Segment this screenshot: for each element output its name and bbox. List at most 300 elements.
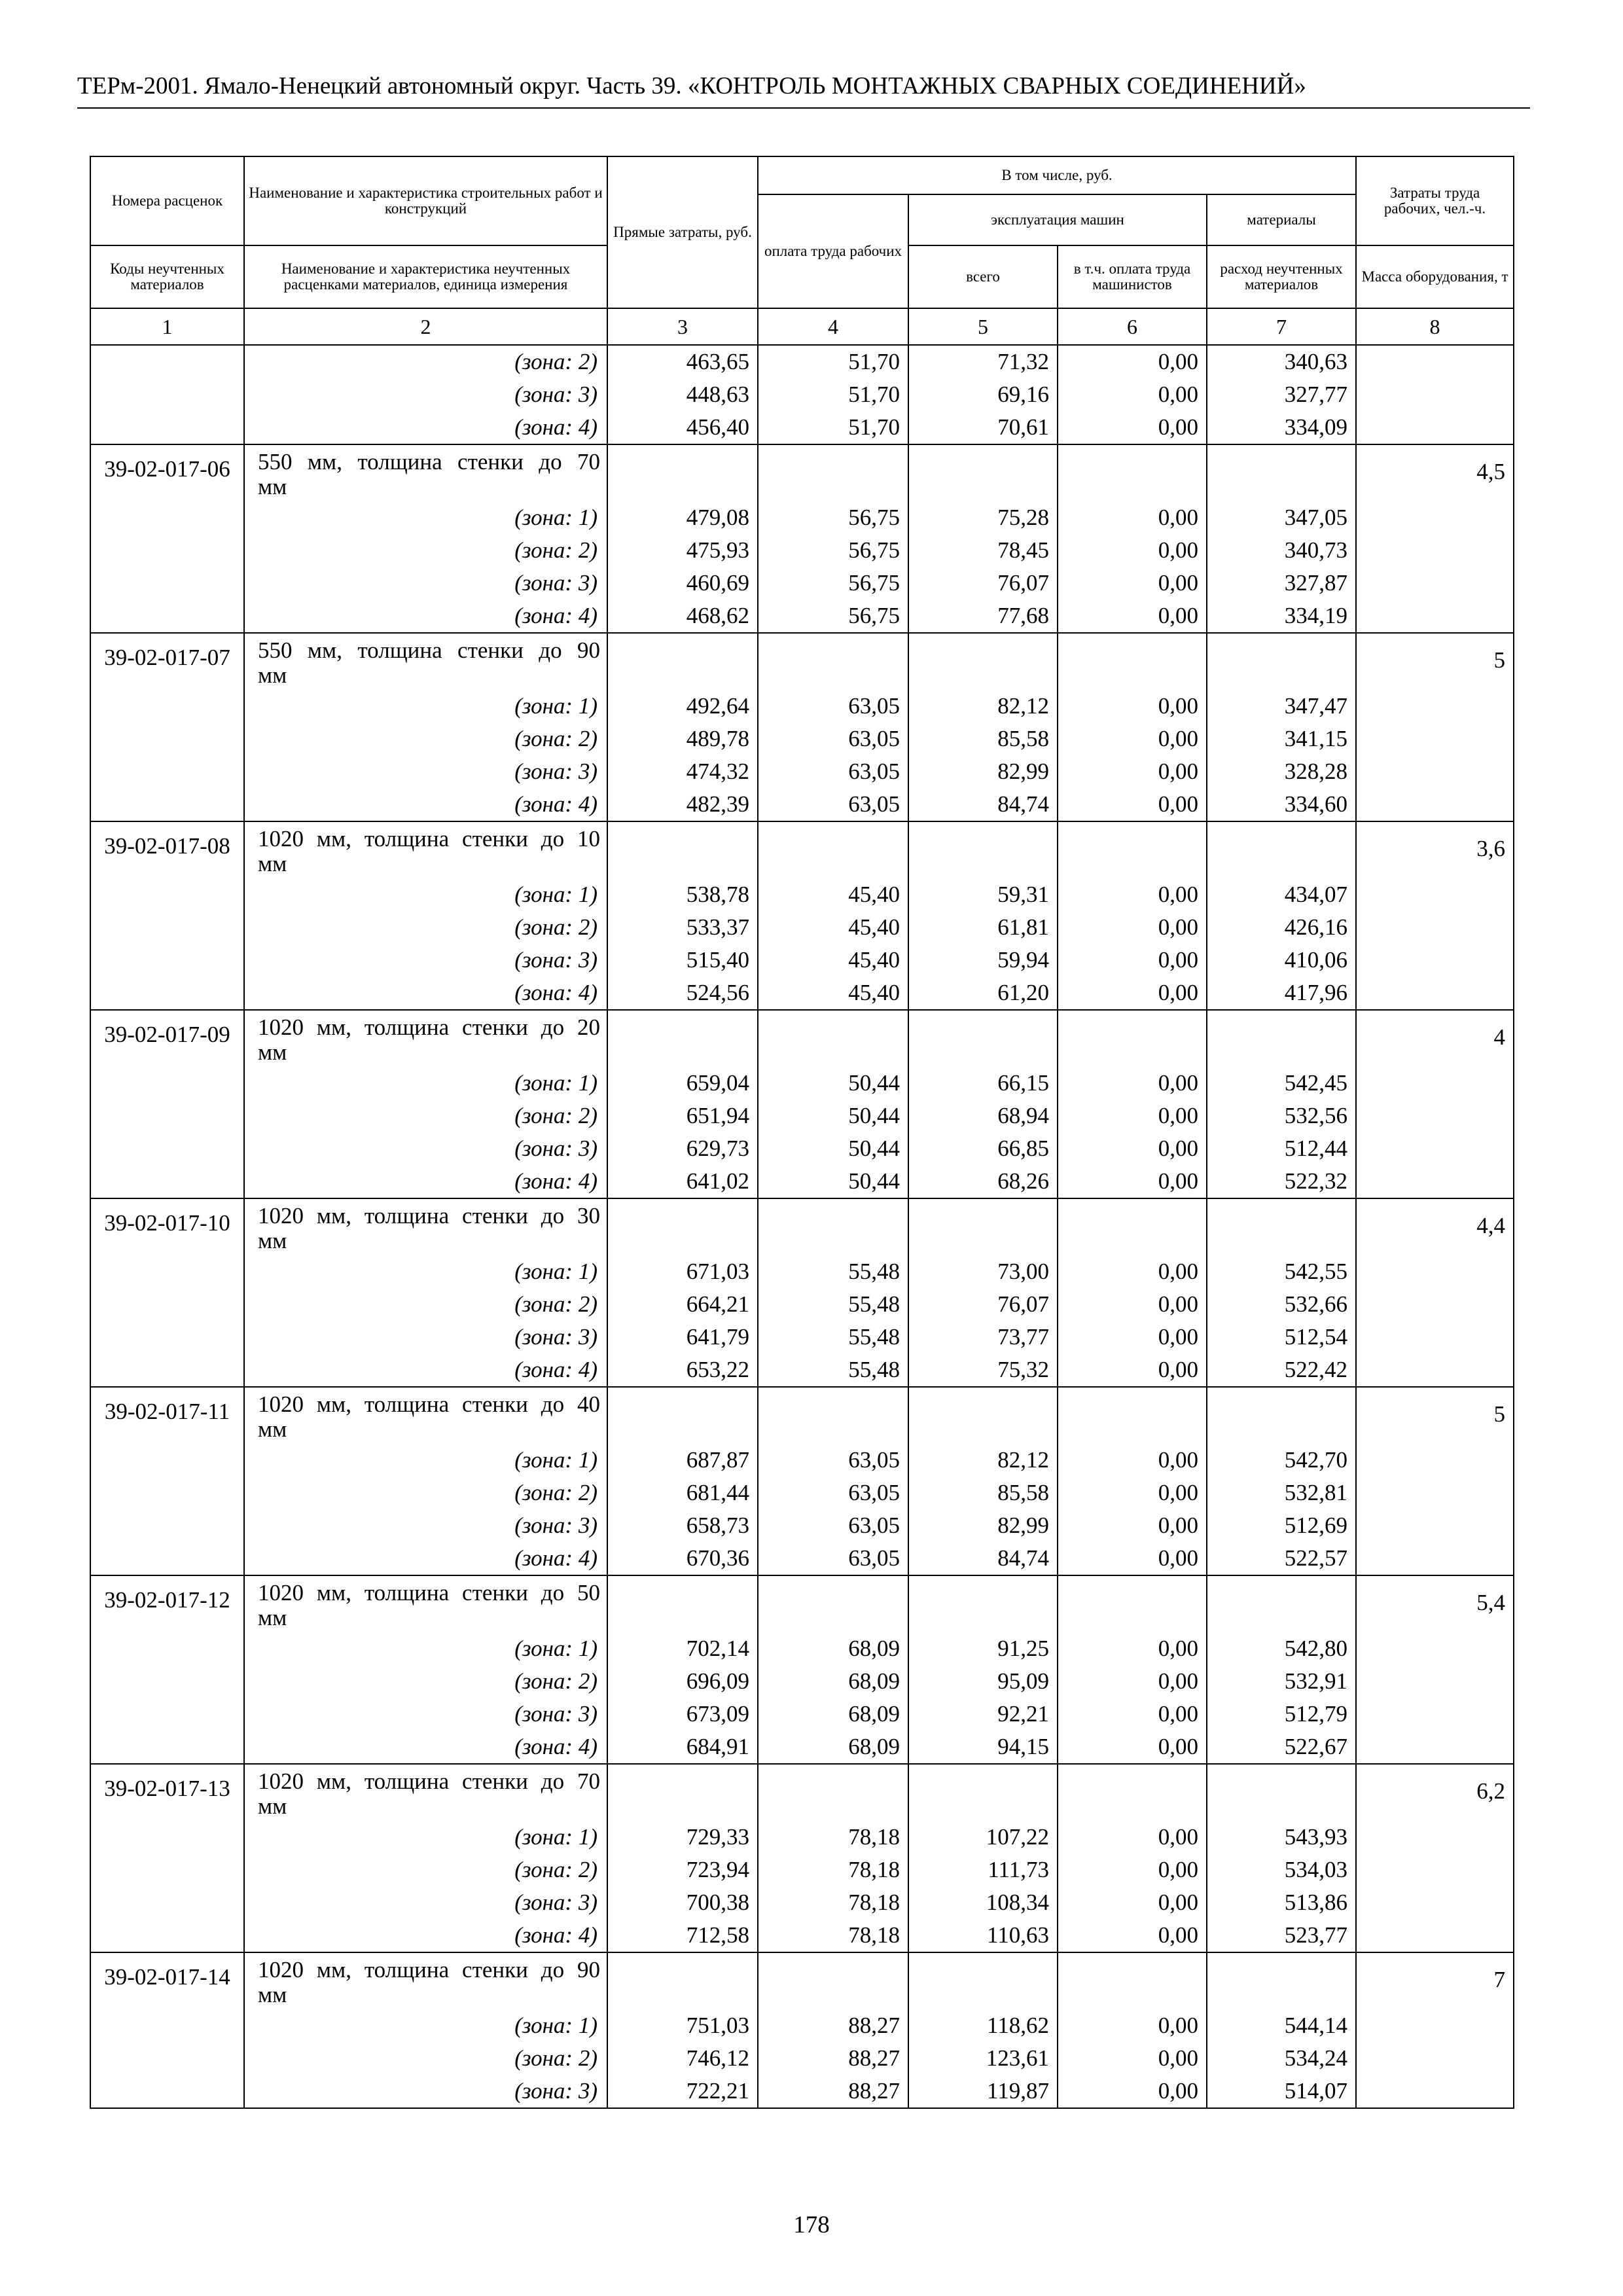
labor-pay-cell: 63,05 — [758, 788, 908, 821]
machines-total-cell: 95,09 — [908, 1665, 1058, 1698]
table-row — [90, 1010, 1514, 1067]
labor-cost: 7 — [1356, 1952, 1514, 2009]
labor-pay-cell: 63,05 — [758, 755, 908, 788]
labor-pay-cell: 45,40 — [758, 878, 908, 911]
table-row — [90, 1354, 1514, 1387]
direct-cost-cell: 746,12 — [607, 2042, 758, 2075]
empty-value-cell — [758, 633, 908, 690]
machines-driver-cell: 0,00 — [1058, 788, 1207, 821]
machines-driver-cell: 0,00 — [1058, 1509, 1207, 1542]
table-row — [90, 2042, 1514, 2075]
machines-driver-cell: 0,00 — [1058, 2042, 1207, 2075]
header-labor-pay: оплата труда рабочих — [758, 194, 908, 308]
materials-cell: 514,07 — [1207, 2075, 1356, 2108]
machines-driver-cell: 0,00 — [1058, 1886, 1207, 1919]
labor-cell — [1356, 411, 1514, 444]
labor-pay-cell: 51,70 — [758, 378, 908, 411]
direct-cost-cell: 651,94 — [607, 1100, 758, 1132]
machines-total-cell: 75,28 — [908, 501, 1058, 534]
machines-total-cell: 68,26 — [908, 1165, 1058, 1198]
rate-code-cell — [90, 345, 244, 378]
table-row — [90, 1321, 1514, 1354]
rate-code-cell — [90, 1731, 244, 1764]
empty-value-cell — [607, 1952, 758, 2009]
machines-total-cell: 76,07 — [908, 1288, 1058, 1321]
zone-label: (зона: 3) — [244, 944, 607, 977]
rate-code-cell — [90, 788, 244, 821]
rate-code: 39-02-017-10 — [90, 1198, 244, 1255]
labor-cell — [1356, 1919, 1514, 1952]
labor-cell — [1356, 944, 1514, 977]
machines-total-cell: 85,58 — [908, 723, 1058, 755]
column-number: 1 — [90, 308, 244, 345]
direct-cost-cell: 702,14 — [607, 1632, 758, 1665]
zone-label: (зона: 3) — [244, 567, 607, 600]
column-number: 4 — [758, 308, 908, 345]
rate-code-cell — [90, 1821, 244, 1854]
work-description-unit: мм — [258, 1039, 287, 1065]
empty-value-cell — [607, 444, 758, 501]
zone-label: (зона: 1) — [244, 501, 607, 534]
machines-total-cell: 94,15 — [908, 1731, 1058, 1764]
direct-cost-cell: 671,03 — [607, 1255, 758, 1288]
direct-cost-cell: 687,87 — [607, 1444, 758, 1477]
materials-cell: 334,60 — [1207, 788, 1356, 821]
empty-value-cell — [1058, 1010, 1207, 1067]
table-row — [90, 1821, 1514, 1854]
labor-pay-cell: 63,05 — [758, 1477, 908, 1509]
zone-label: (зона: 1) — [244, 1632, 607, 1665]
work-description-unit: мм — [258, 1982, 287, 2007]
header-labor-bottom: Масса оборудования, т — [1356, 245, 1514, 308]
empty-value-cell — [908, 1575, 1058, 1632]
rate-code-cell — [90, 878, 244, 911]
labor-cost: 4,5 — [1356, 444, 1514, 501]
table-row — [90, 1444, 1514, 1477]
labor-pay-cell: 68,09 — [758, 1632, 908, 1665]
labor-cell — [1356, 1477, 1514, 1509]
materials-cell: 512,44 — [1207, 1132, 1356, 1165]
machines-total-cell: 61,81 — [908, 911, 1058, 944]
empty-value-cell — [758, 1952, 908, 2009]
labor-cost: 6,2 — [1356, 1764, 1514, 1821]
work-description: 1020 мм, толщина стенки до 10 — [258, 826, 600, 852]
rate-code-cell — [90, 1698, 244, 1731]
zone-label: (зона: 4) — [244, 1354, 607, 1387]
empty-value-cell — [758, 1764, 908, 1821]
machines-driver-cell: 0,00 — [1058, 1444, 1207, 1477]
zone-label: (зона: 2) — [244, 1665, 607, 1698]
zone-label: (зона: 3) — [244, 1698, 607, 1731]
table-row — [90, 444, 1514, 501]
table-row — [90, 1542, 1514, 1575]
machines-driver-cell: 0,00 — [1058, 1821, 1207, 1854]
machines-driver-cell: 0,00 — [1058, 755, 1207, 788]
materials-cell: 542,80 — [1207, 1632, 1356, 1665]
labor-cell — [1356, 1731, 1514, 1764]
labor-cell — [1356, 2075, 1514, 2108]
machines-driver-cell: 0,00 — [1058, 1165, 1207, 1198]
labor-cell — [1356, 1354, 1514, 1387]
direct-cost-cell: 751,03 — [607, 2009, 758, 2042]
direct-cost-cell: 475,93 — [607, 534, 758, 567]
table-row — [90, 534, 1514, 567]
page-number: 178 — [793, 2212, 830, 2238]
machines-driver-cell: 0,00 — [1058, 1321, 1207, 1354]
header-including: В том числе, руб. — [758, 156, 1356, 194]
machines-driver-cell: 0,00 — [1058, 1132, 1207, 1165]
machines-total-cell: 111,73 — [908, 1854, 1058, 1886]
machines-driver-cell: 0,00 — [1058, 1919, 1207, 1952]
header-machines-total: всего — [908, 245, 1058, 308]
table-row — [90, 1100, 1514, 1132]
rate-code-cell — [90, 1477, 244, 1509]
labor-pay-cell: 63,05 — [758, 690, 908, 723]
table-row — [90, 1575, 1514, 1632]
direct-cost-cell: 664,21 — [607, 1288, 758, 1321]
zone-label: (зона: 4) — [244, 411, 607, 444]
labor-cost: 5 — [1356, 1387, 1514, 1444]
zone-label: (зона: 4) — [244, 1919, 607, 1952]
header-labor-top: Затраты труда рабочих, чел.-ч. — [1356, 156, 1514, 245]
machines-total-cell: 66,85 — [908, 1132, 1058, 1165]
table-row — [90, 690, 1514, 723]
labor-pay-cell: 63,05 — [758, 723, 908, 755]
machines-total-cell: 110,63 — [908, 1919, 1058, 1952]
table-row — [90, 600, 1514, 633]
materials-cell: 522,57 — [1207, 1542, 1356, 1575]
zone-label: (зона: 2) — [244, 1288, 607, 1321]
zone-label: (зона: 1) — [244, 1067, 607, 1100]
rate-code-cell — [90, 1288, 244, 1321]
labor-pay-cell: 45,40 — [758, 977, 908, 1010]
table-row — [90, 1509, 1514, 1542]
empty-value-cell — [607, 1198, 758, 1255]
header-materials: материалы — [1207, 194, 1356, 245]
direct-cost-cell: 673,09 — [607, 1698, 758, 1731]
zone-label: (зона: 4) — [244, 977, 607, 1010]
table-row — [90, 723, 1514, 755]
empty-value-cell — [607, 1575, 758, 1632]
materials-cell: 434,07 — [1207, 878, 1356, 911]
direct-cost-cell: 681,44 — [607, 1477, 758, 1509]
column-number: 7 — [1207, 308, 1356, 345]
machines-total-cell: 68,94 — [908, 1100, 1058, 1132]
work-description: 550 мм, толщина стенки до 90 — [258, 637, 600, 663]
work-description: 1020 мм, толщина стенки до 30 — [258, 1203, 600, 1229]
empty-value-cell — [908, 1952, 1058, 2009]
labor-cell — [1356, 345, 1514, 378]
rate-code-cell — [90, 2042, 244, 2075]
direct-cost-cell: 723,94 — [607, 1854, 758, 1886]
rate-code-cell — [90, 944, 244, 977]
table-row — [90, 1477, 1514, 1509]
work-description-unit: мм — [258, 1605, 287, 1630]
work-description: 1020 мм, толщина стенки до 90 — [258, 1957, 600, 1982]
table-row — [90, 878, 1514, 911]
zone-label: (зона: 4) — [244, 1731, 607, 1764]
machines-driver-cell: 0,00 — [1058, 1731, 1207, 1764]
machines-driver-cell: 0,00 — [1058, 411, 1207, 444]
materials-cell: 522,32 — [1207, 1165, 1356, 1198]
empty-value-cell — [1207, 633, 1356, 690]
zone-label: (зона: 3) — [244, 1321, 607, 1354]
labor-cell — [1356, 1165, 1514, 1198]
labor-pay-cell: 88,27 — [758, 2075, 908, 2108]
empty-value-cell — [607, 821, 758, 878]
labor-pay-cell: 55,48 — [758, 1288, 908, 1321]
work-description-cell — [244, 444, 607, 501]
labor-cost: 5 — [1356, 633, 1514, 690]
empty-value-cell — [607, 1010, 758, 1067]
machines-total-cell: 75,32 — [908, 1354, 1058, 1387]
labor-pay-cell: 55,48 — [758, 1321, 908, 1354]
empty-value-cell — [1207, 1575, 1356, 1632]
labor-pay-cell: 63,05 — [758, 1509, 908, 1542]
table-row — [90, 1165, 1514, 1198]
rate-code-cell — [90, 755, 244, 788]
table-row — [90, 501, 1514, 534]
table-row — [90, 345, 1514, 378]
rate-code: 39-02-017-08 — [90, 821, 244, 878]
rate-code-cell — [90, 1444, 244, 1477]
rate-code-cell — [90, 2009, 244, 2042]
work-description: 1020 мм, толщина стенки до 50 — [258, 1580, 600, 1605]
machines-total-cell: 71,32 — [908, 345, 1058, 378]
labor-pay-cell: 78,18 — [758, 1821, 908, 1854]
materials-cell: 522,67 — [1207, 1731, 1356, 1764]
rate-code-cell — [90, 1354, 244, 1387]
rate-code-cell — [90, 1509, 244, 1542]
rate-code-cell — [90, 1067, 244, 1100]
table-row — [90, 2075, 1514, 2108]
materials-cell: 522,42 — [1207, 1354, 1356, 1387]
direct-cost-cell: 448,63 — [607, 378, 758, 411]
work-description-unit: мм — [258, 662, 287, 688]
rate-code-cell — [90, 977, 244, 1010]
table-row — [90, 2009, 1514, 2042]
materials-cell: 523,77 — [1207, 1919, 1356, 1952]
labor-cell — [1356, 1854, 1514, 1886]
machines-total-cell: 66,15 — [908, 1067, 1058, 1100]
machines-driver-cell: 0,00 — [1058, 944, 1207, 977]
table-row — [90, 821, 1514, 878]
materials-cell: 341,15 — [1207, 723, 1356, 755]
machines-total-cell: 85,58 — [908, 1477, 1058, 1509]
labor-pay-cell: 78,18 — [758, 1919, 908, 1952]
table-row — [90, 1886, 1514, 1919]
zone-label: (зона: 1) — [244, 1255, 607, 1288]
rate-code: 39-02-017-07 — [90, 633, 244, 690]
labor-pay-cell: 63,05 — [758, 1542, 908, 1575]
materials-cell: 542,55 — [1207, 1255, 1356, 1288]
table-row — [90, 944, 1514, 977]
work-description-unit: мм — [258, 1416, 287, 1442]
labor-cost: 5,4 — [1356, 1575, 1514, 1632]
labor-pay-cell: 56,75 — [758, 567, 908, 600]
rates-table — [90, 156, 1514, 2109]
labor-pay-cell: 55,48 — [758, 1255, 908, 1288]
machines-driver-cell: 0,00 — [1058, 1665, 1207, 1698]
machines-total-cell: 84,74 — [908, 788, 1058, 821]
zone-label: (зона: 3) — [244, 755, 607, 788]
empty-value-cell — [758, 821, 908, 878]
rate-code-cell — [90, 1632, 244, 1665]
table-row — [90, 788, 1514, 821]
work-description-unit: мм — [258, 851, 287, 876]
machines-driver-cell: 0,00 — [1058, 1698, 1207, 1731]
zone-label: (зона: 3) — [244, 1132, 607, 1165]
materials-cell: 347,47 — [1207, 690, 1356, 723]
labor-pay-cell: 50,44 — [758, 1132, 908, 1165]
machines-total-cell: 59,94 — [908, 944, 1058, 977]
empty-value-cell — [1207, 1198, 1356, 1255]
zone-label: (зона: 4) — [244, 600, 607, 633]
header-machines-driver: в т.ч. оплата труда машинистов — [1058, 245, 1207, 308]
labor-cell — [1356, 1886, 1514, 1919]
empty-value-cell — [1058, 1387, 1207, 1444]
labor-pay-cell: 56,75 — [758, 501, 908, 534]
materials-cell: 340,63 — [1207, 345, 1356, 378]
direct-cost-cell: 696,09 — [607, 1665, 758, 1698]
rate-code-cell — [90, 567, 244, 600]
machines-driver-cell: 0,00 — [1058, 1354, 1207, 1387]
machines-driver-cell: 0,00 — [1058, 977, 1207, 1010]
labor-cell — [1356, 1255, 1514, 1288]
column-number: 3 — [607, 308, 758, 345]
empty-value-cell — [758, 1010, 908, 1067]
table-row — [90, 411, 1514, 444]
machines-driver-cell: 0,00 — [1058, 345, 1207, 378]
labor-pay-cell: 50,44 — [758, 1067, 908, 1100]
rate-code-cell — [90, 534, 244, 567]
labor-cost: 4,4 — [1356, 1198, 1514, 1255]
direct-cost-cell: 482,39 — [607, 788, 758, 821]
materials-cell: 544,14 — [1207, 2009, 1356, 2042]
labor-pay-cell: 78,18 — [758, 1854, 908, 1886]
zone-label: (зона: 3) — [244, 1509, 607, 1542]
direct-cost-cell: 474,32 — [607, 755, 758, 788]
header-name-bottom: Наименование и характеристика неучтенных расценками материалов, единица измерения — [244, 245, 607, 308]
table-row — [90, 1387, 1514, 1444]
materials-cell: 532,56 — [1207, 1100, 1356, 1132]
machines-driver-cell: 0,00 — [1058, 911, 1207, 944]
zone-label: (зона: 1) — [244, 2009, 607, 2042]
rate-code: 39-02-017-09 — [90, 1010, 244, 1067]
labor-pay-cell: 68,09 — [758, 1665, 908, 1698]
empty-value-cell — [607, 1764, 758, 1821]
labor-cell — [1356, 1542, 1514, 1575]
zone-label: (зона: 4) — [244, 1165, 607, 1198]
materials-cell: 426,16 — [1207, 911, 1356, 944]
labor-pay-cell: 55,48 — [758, 1354, 908, 1387]
empty-value-cell — [908, 821, 1058, 878]
machines-total-cell: 78,45 — [908, 534, 1058, 567]
work-description-unit: мм — [258, 1228, 287, 1253]
materials-cell: 512,79 — [1207, 1698, 1356, 1731]
direct-cost-cell: 538,78 — [607, 878, 758, 911]
table-row — [90, 1919, 1514, 1952]
direct-cost-cell: 729,33 — [607, 1821, 758, 1854]
materials-cell: 512,69 — [1207, 1509, 1356, 1542]
materials-cell: 542,70 — [1207, 1444, 1356, 1477]
zone-label: (зона: 1) — [244, 690, 607, 723]
materials-cell: 334,19 — [1207, 600, 1356, 633]
labor-pay-cell: 88,27 — [758, 2009, 908, 2042]
rate-code-cell — [90, 1100, 244, 1132]
table-row — [90, 378, 1514, 411]
direct-cost-cell: 489,78 — [607, 723, 758, 755]
empty-value-cell — [1207, 1952, 1356, 2009]
table-row — [90, 977, 1514, 1010]
zone-label: (зона: 2) — [244, 911, 607, 944]
materials-cell: 327,77 — [1207, 378, 1356, 411]
empty-value-cell — [1058, 1764, 1207, 1821]
table-row — [90, 633, 1514, 690]
machines-total-cell: 82,99 — [908, 1509, 1058, 1542]
materials-cell: 543,93 — [1207, 1821, 1356, 1854]
work-description-cell — [244, 1010, 607, 1067]
zone-label: (зона: 1) — [244, 878, 607, 911]
labor-pay-cell: 56,75 — [758, 600, 908, 633]
materials-cell: 532,81 — [1207, 1477, 1356, 1509]
work-description-cell — [244, 1952, 607, 2009]
empty-value-cell — [758, 1198, 908, 1255]
direct-cost-cell: 670,36 — [607, 1542, 758, 1575]
table-row — [90, 1731, 1514, 1764]
rate-code-cell — [90, 1542, 244, 1575]
labor-cell — [1356, 1132, 1514, 1165]
labor-pay-cell: 56,75 — [758, 534, 908, 567]
empty-value-cell — [1058, 821, 1207, 878]
page-header: ТЕРм-2001. Ямало-Ненецкий автономный округ. Часть 39. «КОНТРОЛЬ МОНТАЖНЫХ СВАРНЫХ СОЕДИНЕНИЙ» — [77, 73, 1306, 99]
machines-total-cell: 82,99 — [908, 755, 1058, 788]
labor-pay-cell: 63,05 — [758, 1444, 908, 1477]
labor-pay-cell: 68,09 — [758, 1698, 908, 1731]
zone-label: (зона: 2) — [244, 1100, 607, 1132]
machines-total-cell: 77,68 — [908, 600, 1058, 633]
machines-driver-cell: 0,00 — [1058, 567, 1207, 600]
machines-total-cell: 73,77 — [908, 1321, 1058, 1354]
machines-driver-cell: 0,00 — [1058, 1632, 1207, 1665]
empty-value-cell — [607, 1387, 758, 1444]
rate-code-cell — [90, 501, 244, 534]
zone-label: (зона: 2) — [244, 1854, 607, 1886]
work-description: 1020 мм, толщина стенки до 20 — [258, 1014, 600, 1040]
work-description-unit: мм — [258, 474, 287, 499]
labor-cell — [1356, 723, 1514, 755]
work-description: 550 мм, толщина стенки до 70 — [258, 449, 600, 475]
materials-cell: 327,87 — [1207, 567, 1356, 600]
labor-pay-cell: 51,70 — [758, 345, 908, 378]
empty-value-cell — [758, 444, 908, 501]
direct-cost-cell: 468,62 — [607, 600, 758, 633]
table-row — [90, 1632, 1514, 1665]
labor-pay-cell: 88,27 — [758, 2042, 908, 2075]
machines-total-cell: 76,07 — [908, 567, 1058, 600]
labor-cell — [1356, 501, 1514, 534]
direct-cost-cell: 479,08 — [607, 501, 758, 534]
work-description-cell — [244, 1575, 607, 1632]
materials-cell: 513,86 — [1207, 1886, 1356, 1919]
work-description-unit: мм — [258, 1793, 287, 1819]
labor-cell — [1356, 567, 1514, 600]
table-row — [90, 1698, 1514, 1731]
machines-driver-cell: 0,00 — [1058, 1255, 1207, 1288]
zone-label: (зона: 2) — [244, 1477, 607, 1509]
labor-cell — [1356, 378, 1514, 411]
rate-code-cell — [90, 1886, 244, 1919]
